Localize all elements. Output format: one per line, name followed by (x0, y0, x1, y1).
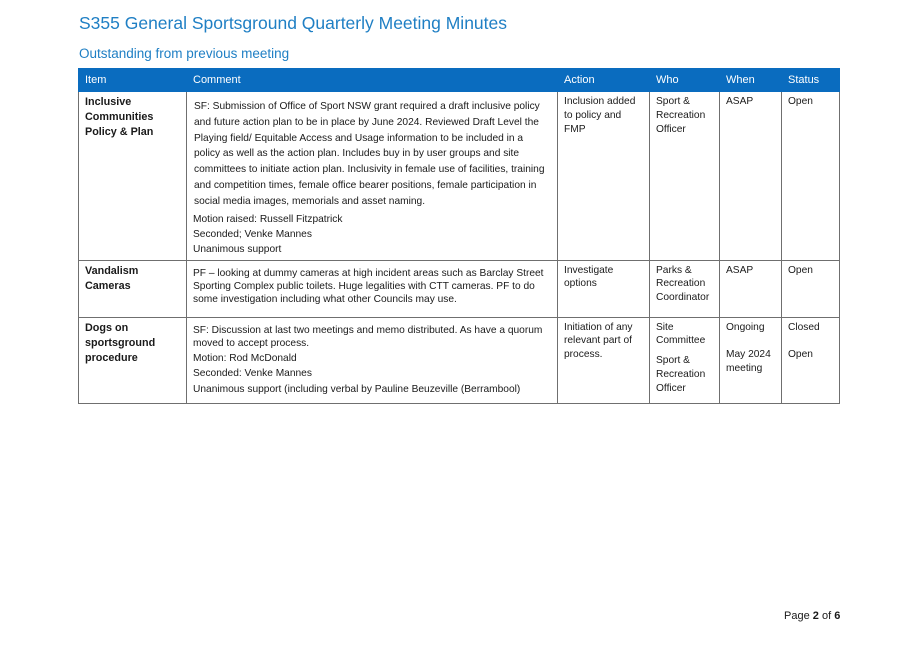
who-site-committee: Site Committee (656, 321, 706, 347)
header-comment: Comment (187, 69, 558, 92)
row-item: Dogs on sportsground procedure (79, 317, 187, 403)
support-text: Unanimous support (193, 244, 282, 256)
row-comment (187, 317, 558, 403)
header-when: When (720, 69, 782, 92)
status-open: Open (788, 349, 813, 361)
motion-text: Motion raised: Russell Fitzpatrick (193, 213, 343, 225)
status-closed: Closed (788, 321, 820, 333)
minutes-table (78, 68, 840, 404)
seconded-text: Seconded; Venke Mannes (193, 228, 312, 240)
header-item: Item (79, 69, 187, 92)
seconded-text: Seconded: Venke Mannes (193, 368, 312, 380)
row-who (650, 317, 720, 403)
row-when: ASAP (720, 92, 782, 261)
row-item: Vandalism Cameras (79, 260, 187, 317)
when-may-2024: May 2024 meeting (726, 349, 771, 375)
table-row (79, 260, 840, 317)
header-action: Action (558, 69, 650, 92)
row-when: ASAP (720, 260, 782, 317)
row-comment (187, 260, 558, 317)
page-of: of (821, 610, 832, 622)
header-status: Status (782, 69, 840, 92)
comment-text: SF: Discussion at last two meetings and memo distributed. As have a quorum moved to accept process. (193, 324, 543, 350)
section-heading: Outstanding from previous meeting (79, 46, 290, 61)
row-when (720, 317, 782, 403)
page-total: 6 (834, 610, 841, 622)
header-who: Who (650, 69, 720, 92)
row-action: Inclusion added to policy and FMP (558, 92, 650, 261)
page-label: Page (784, 610, 810, 622)
support-text: Unanimous support (including verbal by Pauline Beuzeville (Berrambool) (193, 383, 521, 395)
when-ongoing: Ongoing (726, 321, 765, 333)
row-who: Sport & Recreation Officer (650, 92, 720, 261)
comment-text: PF – looking at dummy cameras at high incident areas such as Barclay Street Sporting Complex public toilets. Huge legalities with CTT cameras. PF to do some investigation including what other Councils may use. (193, 267, 544, 306)
row-status: Open (782, 92, 840, 261)
row-comment (187, 92, 558, 261)
table-header-row (79, 69, 840, 92)
row-action: Investigate options (558, 260, 650, 317)
row-who: Parks & Recreation Coordinator (650, 260, 720, 317)
page-footer (784, 610, 840, 622)
document-title: S355 General Sportsground Quarterly Meeting Minutes (79, 13, 508, 33)
row-action: Initiation of any relevant part of process. (558, 317, 650, 403)
motion-text: Motion: Rod McDonald (193, 353, 297, 365)
row-status (782, 317, 840, 403)
page-number: 2 (812, 610, 819, 622)
table-row (79, 92, 840, 261)
who-sport-recreation-officer: Sport & Recreation Officer (656, 355, 706, 394)
row-item: Inclusive Communities Policy & Plan (79, 92, 187, 261)
table-row (79, 317, 840, 403)
row-status: Open (782, 260, 840, 317)
comment-text: SF: Submission of Office of Sport NSW grant required a draft inclusive policy and future action plan to be in place by June 2024. Reviewed Draft Level the Playing field/ Equitable Access and Usage information to be included in a policy as well as the action plan. Includes buy in by user groups and site committees to initiate action plan. Inclusivity in female use of facilities, training and competition times, female office bearer positions, female participation in social media images, memorials and asset naming. (194, 101, 545, 207)
